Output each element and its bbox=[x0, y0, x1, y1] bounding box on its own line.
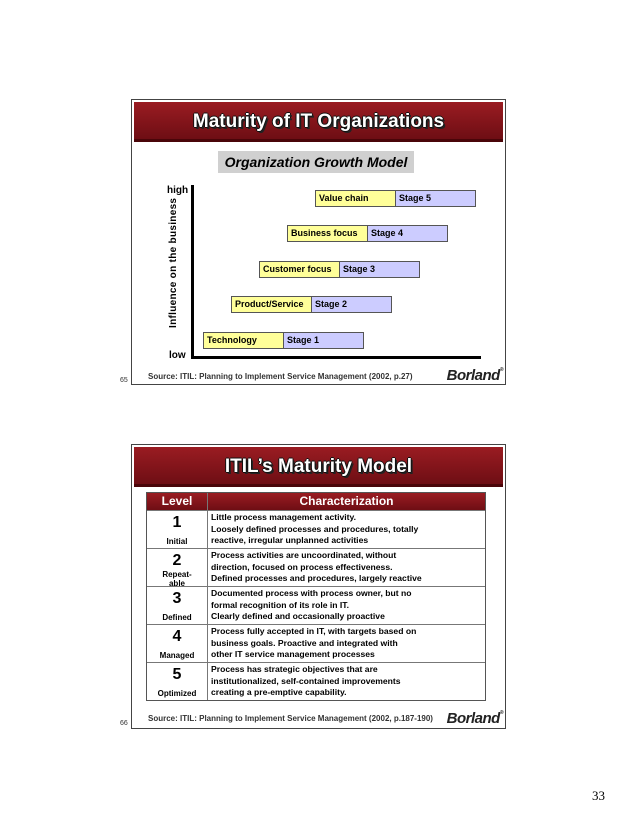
slide-number: 66 bbox=[120, 720, 128, 727]
characterization-line: other IT service management processes bbox=[211, 649, 375, 660]
y-axis-label: Influence on the business bbox=[168, 197, 179, 328]
characterization-cell bbox=[208, 587, 485, 624]
source-citation: Source: ITIL: Planning to Implement Service Management (2002, p.27) bbox=[148, 372, 413, 381]
header-level: Level bbox=[147, 493, 208, 510]
slide-title-bar bbox=[134, 102, 503, 142]
stage-row-2 bbox=[231, 296, 392, 313]
characterization-cell bbox=[208, 663, 485, 700]
maturity-table bbox=[146, 492, 486, 701]
level-cell bbox=[147, 587, 208, 624]
characterization-line: Process has strategic objectives that are bbox=[211, 664, 378, 674]
borland-logo: Borland® bbox=[446, 367, 503, 384]
level-name: Optimized bbox=[157, 689, 197, 698]
characterization-line: Process activities are uncoordinated, without bbox=[211, 550, 397, 560]
characterization-line: Process fully accepted in IT, with targets based on bbox=[211, 626, 417, 636]
level-number: 1 bbox=[172, 514, 182, 531]
table-header bbox=[147, 493, 485, 510]
chart-title: Organization Growth Model bbox=[218, 151, 414, 173]
level-name: Managed bbox=[159, 651, 195, 660]
page-number: 33 bbox=[592, 788, 605, 803]
stage-row-4 bbox=[287, 225, 448, 242]
characterization-cell bbox=[208, 511, 485, 548]
level-number: 5 bbox=[172, 666, 182, 683]
level-cell bbox=[147, 663, 208, 700]
characterization-line: Defined processes and procedures, largely reactive bbox=[211, 573, 422, 584]
stage-label: Stage 4 bbox=[368, 226, 447, 241]
characterization-line: Little process management activity. bbox=[211, 512, 357, 522]
level-cell bbox=[147, 549, 208, 586]
characterization-cell bbox=[208, 549, 485, 586]
characterization-line: Loosely defined processes and procedures, totally bbox=[211, 523, 419, 534]
slide-title-bar bbox=[134, 447, 503, 487]
slide-title: Maturity of IT Organizations bbox=[192, 111, 445, 132]
characterization-line: Clearly defined and occasionally proactive bbox=[211, 611, 385, 622]
level-number: 4 bbox=[172, 628, 182, 645]
slide-title: ITIL’s Maturity Model bbox=[224, 456, 413, 477]
logo-text: Borland bbox=[446, 710, 500, 727]
level-name-cont: able bbox=[168, 579, 185, 588]
axis-low-label: low bbox=[169, 350, 186, 361]
source-citation: Source: ITIL: Planning to Implement Service Management (2002, p.187-190) bbox=[148, 714, 433, 723]
table-row bbox=[147, 586, 485, 624]
table-row bbox=[147, 510, 485, 548]
characterization-line: formal recognition of its role in IT. bbox=[211, 599, 349, 610]
y-axis-line bbox=[191, 185, 194, 358]
stage-name: Product/Service bbox=[232, 297, 312, 312]
slide-itil-maturity-model bbox=[120, 444, 506, 729]
table-row bbox=[147, 662, 485, 700]
characterization-line: business goals. Proactive and integrated with bbox=[211, 637, 398, 648]
level-name: Initial bbox=[166, 537, 188, 546]
axis-high-label: high bbox=[167, 185, 189, 196]
table-row bbox=[147, 624, 485, 662]
stage-name: Business focus bbox=[288, 226, 368, 241]
borland-logo: Borland® bbox=[446, 710, 503, 727]
characterization-line: creating a pre-emptive capability. bbox=[211, 687, 347, 698]
logo-text: Borland bbox=[446, 367, 500, 384]
slide-number: 65 bbox=[120, 377, 128, 384]
level-number: 3 bbox=[172, 590, 182, 607]
stage-label: Stage 3 bbox=[340, 262, 419, 277]
stage-name: Value chain bbox=[316, 191, 396, 206]
table-row bbox=[147, 548, 485, 586]
level-cell bbox=[147, 511, 208, 548]
stage-row-1 bbox=[203, 332, 364, 349]
slide-maturity-of-it-organizations bbox=[120, 99, 506, 385]
stage-label: Stage 2 bbox=[312, 297, 391, 312]
stage-row-5 bbox=[315, 190, 476, 207]
x-axis-line bbox=[191, 356, 481, 359]
characterization-line: institutionalized, self-contained improvements bbox=[211, 675, 401, 686]
level-name: Defined bbox=[162, 613, 192, 622]
stage-name: Customer focus bbox=[260, 262, 340, 277]
level-name: Repeat- bbox=[162, 570, 192, 579]
stage-label: Stage 5 bbox=[396, 191, 475, 206]
characterization-line: reactive, irregular unplanned activities bbox=[211, 535, 369, 546]
level-number: 2 bbox=[172, 552, 182, 569]
stage-name: Technology bbox=[204, 333, 284, 348]
characterization-line: direction, focused on process effectiveness. bbox=[211, 561, 393, 572]
stage-label: Stage 1 bbox=[284, 333, 363, 348]
header-characterization: Characterization bbox=[299, 494, 394, 508]
stage-row-3 bbox=[259, 261, 420, 278]
level-cell bbox=[147, 625, 208, 662]
characterization-cell bbox=[208, 625, 485, 662]
characterization-line: Documented process with process owner, but no bbox=[211, 588, 412, 598]
